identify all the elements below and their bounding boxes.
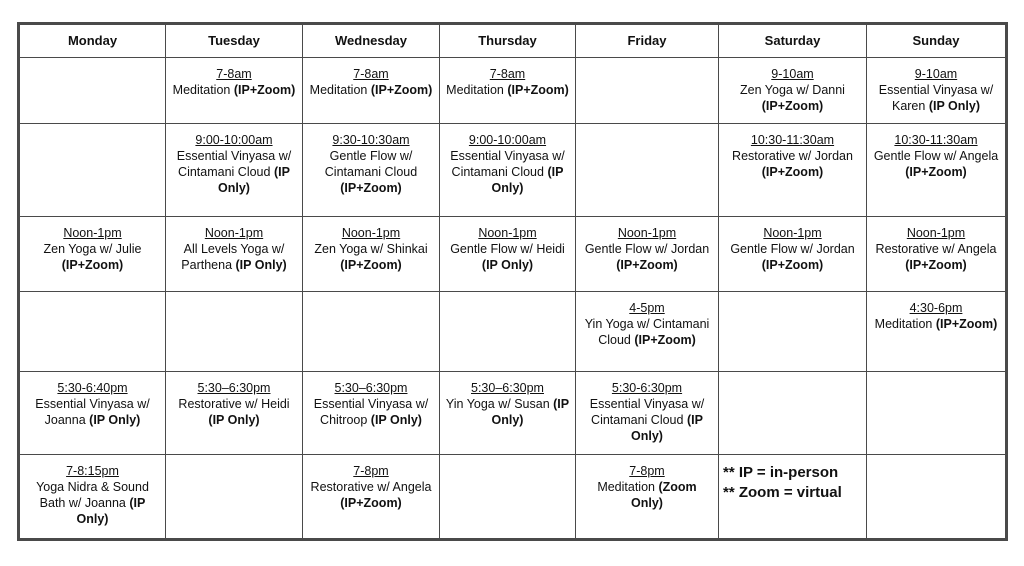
class-name: Essential Vinyasa w/ Chitroop <box>313 397 429 427</box>
class-mode: (IP Only) <box>370 413 422 427</box>
day-header-thursday: Thursday <box>440 24 576 58</box>
class-time: 7-8:15pm <box>66 464 119 478</box>
class-cell-wednesday <box>303 455 440 540</box>
class-mode: (IP Only) <box>491 397 570 427</box>
empty-cell <box>440 292 576 372</box>
class-cell-friday <box>576 455 719 540</box>
class-cell-sunday <box>867 217 1007 292</box>
class-time: 7-8am <box>489 67 526 81</box>
class-time: 7-8pm <box>353 464 389 478</box>
class-time: 7-8pm <box>629 464 665 478</box>
class-mode: (Zoom Only) <box>631 480 697 510</box>
class-name: Essential Vinyasa w/ Cintamani Cloud <box>176 149 292 179</box>
class-name: Meditation <box>446 83 504 97</box>
empty-cell <box>19 124 166 217</box>
class-time: 5:30–6:30pm <box>197 381 271 395</box>
class-mode: (IP Only) <box>481 258 534 272</box>
class-name: Gentle Flow w/ Heidi <box>450 242 565 256</box>
class-mode: (IP+Zoom) <box>905 258 967 272</box>
class-mode: (IP Only) <box>928 99 980 113</box>
class-time: 4-5pm <box>629 301 665 315</box>
class-cell-saturday <box>719 58 867 124</box>
class-mode: (IP Only) <box>208 413 260 427</box>
class-cell-thursday <box>440 217 576 292</box>
class-name: All Levels Yoga w/ Parthena <box>181 242 285 272</box>
class-cell-friday <box>576 292 719 372</box>
class-time: 5:30–6:30pm <box>471 381 544 395</box>
class-time: Noon-1pm <box>617 226 677 240</box>
empty-cell <box>166 292 303 372</box>
class-mode: (IP Only) <box>491 165 564 195</box>
day-header-sunday: Sunday <box>867 24 1007 58</box>
class-cell-thursday <box>440 124 576 217</box>
empty-cell <box>166 455 303 540</box>
class-time: 10:30-11:30am <box>894 133 978 147</box>
class-name: Restorative w/ Angela <box>310 480 432 494</box>
day-header-monday: Monday <box>19 24 166 58</box>
class-mode: (IP+Zoom) <box>935 317 998 331</box>
empty-cell <box>440 455 576 540</box>
class-time: Noon-1pm <box>204 226 264 240</box>
table-row <box>19 455 1007 540</box>
empty-cell <box>867 455 1007 540</box>
class-time: 9:30-10:30am <box>332 133 410 147</box>
class-cell-tuesday <box>166 217 303 292</box>
class-cell-thursday <box>440 58 576 124</box>
empty-cell <box>19 292 166 372</box>
class-mode: (IP+Zoom) <box>370 83 433 97</box>
class-time: 9:00-10:00am <box>468 133 547 147</box>
day-header-friday: Friday <box>576 24 719 58</box>
class-name: Zen Yoga w/ Julie <box>43 242 142 256</box>
class-cell-wednesday <box>303 217 440 292</box>
class-mode: (IP+Zoom) <box>233 83 296 97</box>
class-name: Restorative w/ Angela <box>875 242 997 256</box>
class-name: Yin Yoga w/ Cintamani Cloud <box>584 317 710 347</box>
empty-cell <box>719 292 867 372</box>
schedule-body <box>19 58 1007 540</box>
class-time: Noon-1pm <box>478 226 537 240</box>
class-cell-friday <box>576 217 719 292</box>
class-mode: (IP+Zoom) <box>761 165 824 179</box>
class-cell-wednesday <box>303 58 440 124</box>
class-time: Noon-1pm <box>341 226 401 240</box>
class-name: Essential Vinyasa w/ Cintamani Cloud <box>589 397 705 427</box>
class-name: Restorative w/ Jordan <box>732 149 853 163</box>
class-mode: (IP+Zoom) <box>340 258 402 272</box>
class-time: 5:30-6:40pm <box>57 381 128 395</box>
class-name: Essential Vinyasa w/ Cintamani Cloud <box>450 149 565 179</box>
class-cell-monday <box>19 217 166 292</box>
class-name: Gentle Flow w/ Cintamani Cloud <box>324 149 418 179</box>
class-mode: (IP Only) <box>76 496 146 526</box>
class-mode: (IP+Zoom) <box>761 258 824 272</box>
class-name: Yin Yoga w/ Susan <box>445 397 550 411</box>
class-name: Essential Vinyasa w/ Karen <box>878 83 994 113</box>
legend-item: ** Zoom = virtual <box>723 484 842 501</box>
class-name: Meditation <box>172 83 231 97</box>
class-cell-tuesday <box>166 58 303 124</box>
class-mode: (IP+Zoom) <box>905 165 967 179</box>
class-cell-thursday <box>440 372 576 455</box>
class-name: Meditation <box>309 83 368 97</box>
class-time: 5:30–6:30pm <box>334 381 408 395</box>
class-cell-tuesday <box>166 124 303 217</box>
class-time: 10:30-11:30am <box>750 133 835 147</box>
table-row <box>19 217 1007 292</box>
class-mode: (IP Only) <box>235 258 287 272</box>
empty-cell <box>303 292 440 372</box>
table-row <box>19 292 1007 372</box>
class-mode: (IP+Zoom) <box>507 83 569 97</box>
class-mode: (IP+Zoom) <box>616 258 678 272</box>
table-row <box>19 58 1007 124</box>
class-name: Meditation <box>874 317 933 331</box>
table-row <box>19 372 1007 455</box>
header-row <box>19 24 1007 58</box>
class-name: Yoga Nidra & Sound Bath w/ Joanna <box>36 480 149 510</box>
empty-cell <box>719 372 867 455</box>
class-mode: (IP+Zoom) <box>761 99 824 113</box>
class-mode: (IP Only) <box>631 413 703 443</box>
empty-cell <box>576 124 719 217</box>
class-time: Noon-1pm <box>63 226 122 240</box>
class-name: Restorative w/ Heidi <box>178 397 290 411</box>
class-time: 7-8am <box>216 67 252 81</box>
class-cell-sunday <box>867 124 1007 217</box>
class-name: Zen Yoga w/ Shinkai <box>314 242 428 256</box>
class-mode: (IP+Zoom) <box>340 496 402 510</box>
class-cell-wednesday <box>303 124 440 217</box>
legend <box>719 455 867 540</box>
class-time: 5:30-6:30pm <box>611 381 683 395</box>
class-name: Zen Yoga w/ Danni <box>740 83 845 97</box>
empty-cell <box>867 372 1007 455</box>
class-cell-saturday <box>719 124 867 217</box>
class-name: Meditation <box>597 480 655 494</box>
class-cell-monday <box>19 372 166 455</box>
class-cell-saturday <box>719 217 867 292</box>
empty-cell <box>19 58 166 124</box>
class-time: Noon-1pm <box>763 226 822 240</box>
class-mode: (IP+Zoom) <box>61 258 124 272</box>
class-cell-friday <box>576 372 719 455</box>
empty-cell <box>576 58 719 124</box>
class-cell-sunday <box>867 58 1007 124</box>
class-time: 7-8am <box>353 67 389 81</box>
day-header-saturday: Saturday <box>719 24 867 58</box>
class-name: Gentle Flow w/ Angela <box>873 149 999 163</box>
class-mode: (IP Only) <box>89 413 141 427</box>
day-header-tuesday: Tuesday <box>166 24 303 58</box>
class-cell-tuesday <box>166 372 303 455</box>
class-mode: (IP Only) <box>218 165 290 195</box>
class-time: 4:30-6pm <box>909 301 963 315</box>
class-cell-monday <box>19 455 166 540</box>
class-time: 9:00-10:00am <box>195 133 273 147</box>
class-mode: (IP+Zoom) <box>634 333 696 347</box>
schedule-table <box>17 22 1008 541</box>
class-time: Noon-1pm <box>906 226 966 240</box>
class-time: 9-10am <box>914 67 958 81</box>
legend-item: ** IP = in-person <box>723 464 839 481</box>
day-header-wednesday: Wednesday <box>303 24 440 58</box>
table-row <box>19 124 1007 217</box>
class-time: 9-10am <box>771 67 814 81</box>
class-name: Gentle Flow w/ Jordan <box>730 242 855 256</box>
class-cell-sunday <box>867 292 1007 372</box>
class-name: Essential Vinyasa w/ Joanna <box>35 397 150 427</box>
class-name: Gentle Flow w/ Jordan <box>584 242 710 256</box>
class-mode: (IP+Zoom) <box>340 181 402 195</box>
class-cell-wednesday <box>303 372 440 455</box>
